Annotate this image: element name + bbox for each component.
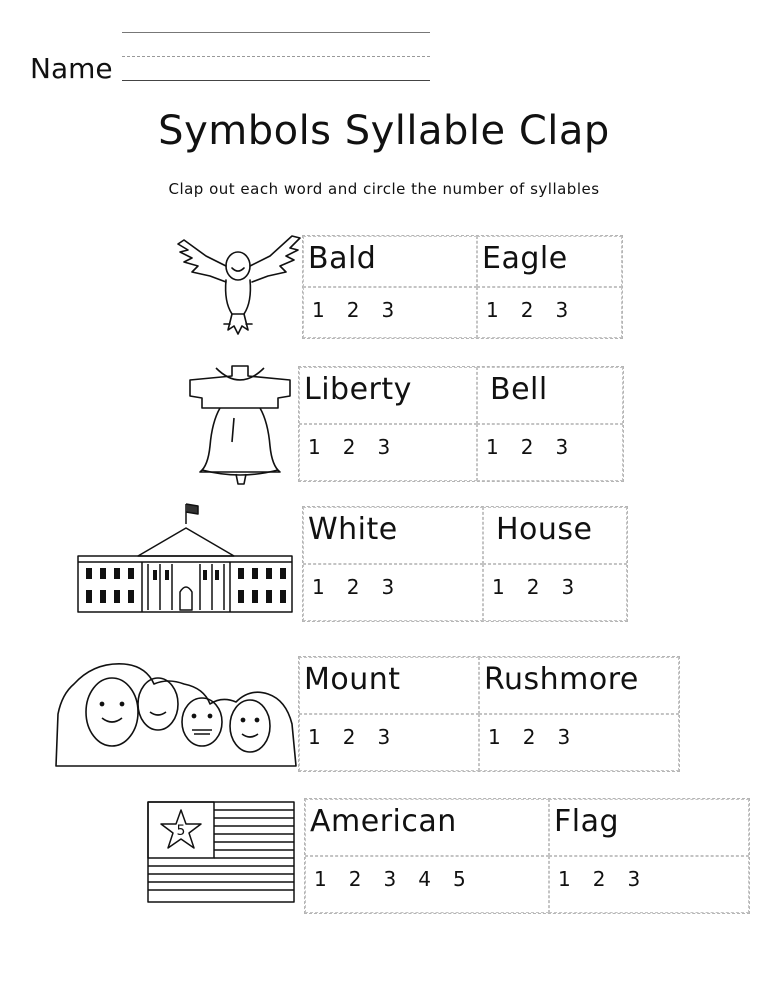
syllable-option[interactable]: 1 <box>312 575 325 599</box>
word-label: Liberty <box>304 372 412 407</box>
word-cell <box>479 657 679 714</box>
number-choices <box>477 287 622 338</box>
word-cell <box>305 799 549 856</box>
white-house-icon <box>76 502 294 618</box>
number-choices <box>483 564 627 621</box>
syllable-option[interactable]: 1 <box>486 435 499 459</box>
name-label: Name <box>30 52 113 85</box>
word-cell <box>477 236 622 287</box>
syllable-option[interactable]: 3 <box>555 298 569 322</box>
word-label: Bell <box>490 372 548 407</box>
syllable-option[interactable]: 2 <box>346 298 360 322</box>
word-label: Flag <box>554 804 620 839</box>
syllable-option[interactable]: 3 <box>377 435 391 459</box>
number-choices <box>303 287 477 338</box>
number-choices <box>479 714 679 771</box>
bald-eagle-icon <box>176 226 302 338</box>
number-choices <box>305 856 549 913</box>
word-label: Eagle <box>482 241 568 276</box>
syllable-option[interactable]: 2 <box>522 725 536 749</box>
syllable-option[interactable]: 1 <box>488 725 501 749</box>
syllable-option[interactable]: 1 <box>314 867 327 891</box>
word-cell <box>303 236 477 287</box>
number-choices <box>303 564 483 621</box>
syllable-option[interactable]: 1 <box>558 867 571 891</box>
syllable-option[interactable]: 1 <box>312 298 325 322</box>
word-cell <box>477 367 623 424</box>
page-title: Symbols Syllable Clap <box>158 108 610 154</box>
word-label: House <box>496 512 593 547</box>
number-choices <box>549 856 749 913</box>
name-writing-line[interactable] <box>122 80 430 81</box>
syllable-option[interactable]: 3 <box>627 867 641 891</box>
number-choices <box>299 714 479 771</box>
instructions: Clap out each word and circle the number of syllables <box>168 180 600 198</box>
syllable-option[interactable]: 3 <box>561 575 575 599</box>
syllable-option[interactable]: 3 <box>555 435 569 459</box>
syllable-option[interactable]: 3 <box>381 575 395 599</box>
word-cell <box>303 507 483 564</box>
number-choices <box>477 424 623 481</box>
name-top-line <box>122 32 430 33</box>
mount-rushmore-icon <box>54 654 298 772</box>
word-label: Bald <box>308 241 377 276</box>
syllable-option[interactable]: 2 <box>526 575 540 599</box>
word-cell <box>299 367 477 424</box>
name-middle-dashed-line <box>122 56 430 57</box>
syllable-option[interactable]: 1 <box>308 435 321 459</box>
syllable-option[interactable]: 2 <box>520 298 534 322</box>
syllable-option[interactable]: 2 <box>592 867 606 891</box>
syllable-option[interactable]: 2 <box>342 435 356 459</box>
syllable-table-white-house <box>302 506 628 622</box>
syllable-option[interactable]: 5 <box>452 867 466 891</box>
syllable-option[interactable]: 2 <box>346 575 360 599</box>
syllable-option[interactable]: 3 <box>383 867 397 891</box>
word-label: American <box>310 804 457 839</box>
syllable-table-liberty-bell <box>298 366 624 482</box>
syllable-option[interactable]: 3 <box>557 725 571 749</box>
syllable-option[interactable]: 1 <box>486 298 499 322</box>
word-cell <box>549 799 749 856</box>
syllable-option[interactable]: 3 <box>377 725 391 749</box>
syllable-table-mount-rushmore <box>298 656 680 772</box>
syllable-option[interactable]: 3 <box>381 298 395 322</box>
syllable-option[interactable]: 1 <box>492 575 505 599</box>
liberty-bell-icon <box>182 362 298 490</box>
word-label: Rushmore <box>484 662 639 697</box>
word-label: White <box>308 512 398 547</box>
number-choices <box>299 424 477 481</box>
word-cell <box>483 507 627 564</box>
word-cell <box>299 657 479 714</box>
american-flag-icon <box>146 800 296 906</box>
syllable-option[interactable]: 2 <box>520 435 534 459</box>
syllable-option[interactable]: 4 <box>418 867 431 891</box>
flag-star-number: 5 <box>176 823 186 839</box>
syllable-option[interactable]: 1 <box>308 725 321 749</box>
syllable-table-american-flag <box>304 798 750 914</box>
word-label: Mount <box>304 662 401 697</box>
syllable-option[interactable]: 2 <box>348 867 362 891</box>
syllable-option[interactable]: 2 <box>342 725 356 749</box>
syllable-table-bald-eagle <box>302 235 623 339</box>
